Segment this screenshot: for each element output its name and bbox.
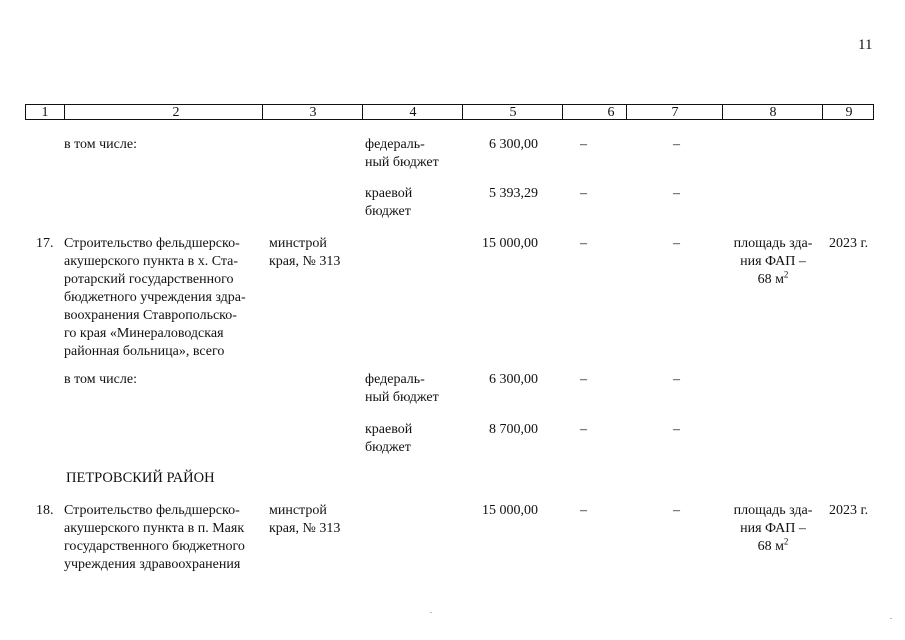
federal-budget-value: 6 300,00	[489, 372, 538, 387]
regional-budget-label: краевой бюджет	[365, 186, 413, 219]
table-header	[25, 104, 874, 120]
dash: –	[673, 503, 680, 518]
dash: –	[580, 137, 587, 152]
regional-budget-label: краевой бюджет	[365, 422, 413, 455]
total-value: 15 000,00	[482, 236, 538, 251]
dash: –	[580, 503, 587, 518]
indicator: площадь зда- ния ФАП – 68 $м^2$	[733, 236, 813, 287]
dash: –	[673, 137, 680, 152]
federal-budget-label: федераль- ный бюджет	[365, 137, 439, 170]
row-number: 18.	[36, 503, 54, 518]
regional-budget-value: 5 393,29	[489, 186, 538, 201]
header-col-4: 4	[362, 105, 463, 119]
header-col-8: 8	[722, 105, 823, 119]
header-col-3: 3	[262, 105, 363, 119]
including-label: в том числе:	[64, 372, 137, 387]
dash: –	[673, 236, 680, 251]
federal-budget-value: 6 300,00	[489, 137, 538, 152]
header-col-5: 5	[462, 105, 563, 119]
row-number: 17.	[36, 236, 54, 251]
header-col-6: 6	[562, 105, 659, 119]
dash: –	[580, 186, 587, 201]
customer: минстрой края, № 313	[269, 503, 341, 536]
object-name: Строительство фельдшерско- акушерского пункта в п. Маяк государственного бюджетного учреждения здравоохранения	[64, 503, 245, 572]
dash: –	[580, 422, 587, 437]
object-name: Строительство фельдшерско- акушерского пункта в х. Ста- ротарский государственного бюджетного учреждения здра- воохранения Ставропольско- го края «Минераловодская районная больница», всего	[64, 236, 246, 359]
dash: –	[673, 186, 680, 201]
header-col-2: 2	[64, 105, 287, 119]
including-label: в том числе:	[64, 137, 137, 152]
dash: –	[673, 372, 680, 387]
dash: –	[580, 236, 587, 251]
year: 2023 г.	[829, 236, 869, 251]
header-col-7: 7	[626, 105, 723, 119]
dash: –	[673, 422, 680, 437]
page-number: 11	[858, 37, 873, 53]
district-heading: ПЕТРОВСКИЙ РАЙОН	[66, 470, 215, 486]
header-col-1: 1	[41, 105, 49, 120]
customer: минстрой края, № 313	[269, 236, 341, 269]
year: 2023 г.	[829, 503, 869, 518]
scan-speck	[430, 612, 432, 613]
header-col-9: 9	[822, 105, 875, 119]
indicator: площадь зда- ния ФАП – 68 $м^2$	[733, 503, 813, 554]
scan-speck	[890, 618, 892, 619]
dash: –	[580, 372, 587, 387]
regional-budget-value: 8 700,00	[489, 422, 538, 437]
total-value: 15 000,00	[482, 503, 538, 518]
federal-budget-label: федераль- ный бюджет	[365, 372, 439, 405]
